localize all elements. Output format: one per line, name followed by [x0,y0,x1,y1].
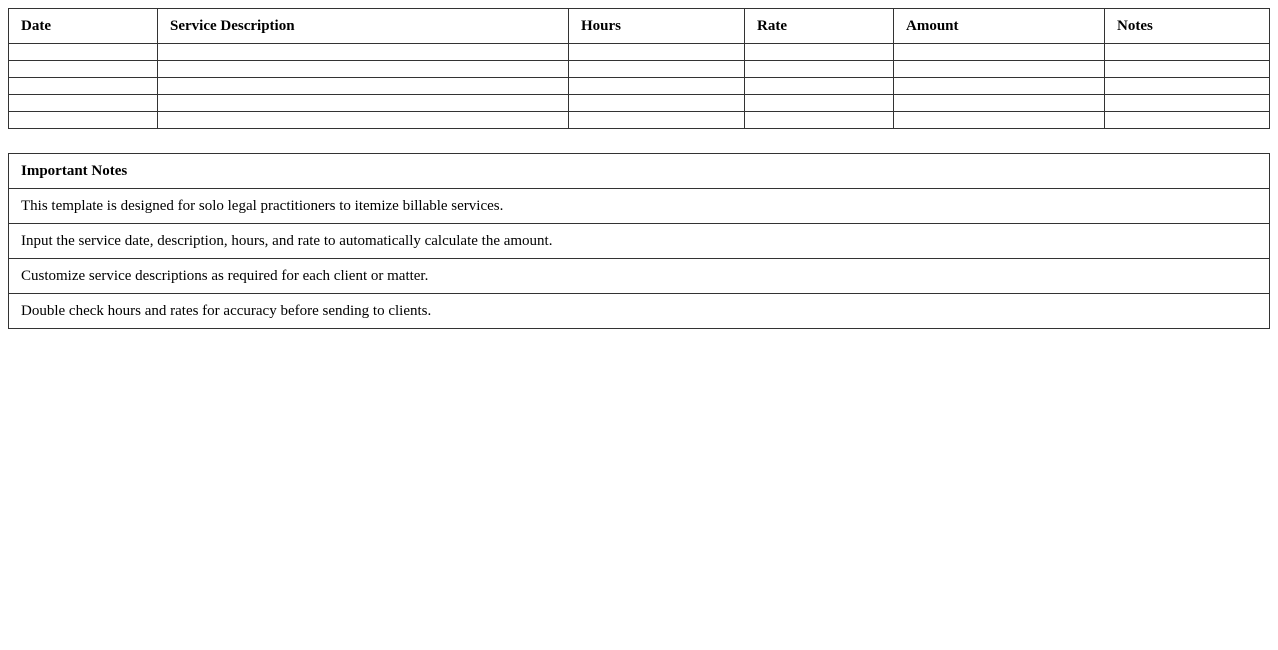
table-cell[interactable] [569,78,745,95]
notes-title: Important Notes [9,154,1270,189]
table-cell[interactable] [569,61,745,78]
column-header-rate: Rate [745,9,894,44]
note-row [9,189,1270,224]
table-row [9,112,1270,129]
header-row [9,9,1270,44]
table-row [9,78,1270,95]
notes-table [8,153,1270,329]
table-cell[interactable] [745,95,894,112]
table-cell[interactable] [894,44,1105,61]
table-cell[interactable] [894,78,1105,95]
table-cell[interactable] [158,61,569,78]
notes-header-row [9,154,1270,189]
table-row [9,95,1270,112]
table-cell[interactable] [745,112,894,129]
table-cell[interactable] [158,112,569,129]
table-cell[interactable] [158,78,569,95]
column-header-hours: Hours [569,9,745,44]
table-cell[interactable] [745,44,894,61]
table-cell[interactable] [158,44,569,61]
column-header-service-description: Service Description [158,9,569,44]
table-cell[interactable] [9,78,158,95]
note-item: This template is designed for solo legal practitioners to itemize billable services. [9,189,1270,224]
table-cell[interactable] [745,78,894,95]
table-cell[interactable] [1105,44,1270,61]
note-item: Input the service date, description, hours, and rate to automatically calculate the amount. [9,224,1270,259]
column-header-amount: Amount [894,9,1105,44]
table-cell[interactable] [9,95,158,112]
table-cell[interactable] [745,61,894,78]
table-cell[interactable] [569,44,745,61]
table-row [9,61,1270,78]
table-cell[interactable] [569,112,745,129]
table-cell[interactable] [9,44,158,61]
note-row [9,224,1270,259]
table-cell[interactable] [894,95,1105,112]
note-row [9,294,1270,329]
note-row [9,259,1270,294]
table-cell[interactable] [9,112,158,129]
table-row [9,44,1270,61]
table-cell[interactable] [1105,112,1270,129]
table-cell[interactable] [158,95,569,112]
billing-table [8,8,1270,129]
column-header-notes: Notes [1105,9,1270,44]
table-cell[interactable] [1105,95,1270,112]
note-item: Double check hours and rates for accuracy before sending to clients. [9,294,1270,329]
table-cell[interactable] [1105,61,1270,78]
table-cell[interactable] [569,95,745,112]
table-cell[interactable] [1105,78,1270,95]
table-cell[interactable] [894,112,1105,129]
table-cell[interactable] [894,61,1105,78]
column-header-date: Date [9,9,158,44]
note-item: Customize service descriptions as required for each client or matter. [9,259,1270,294]
table-cell[interactable] [9,61,158,78]
